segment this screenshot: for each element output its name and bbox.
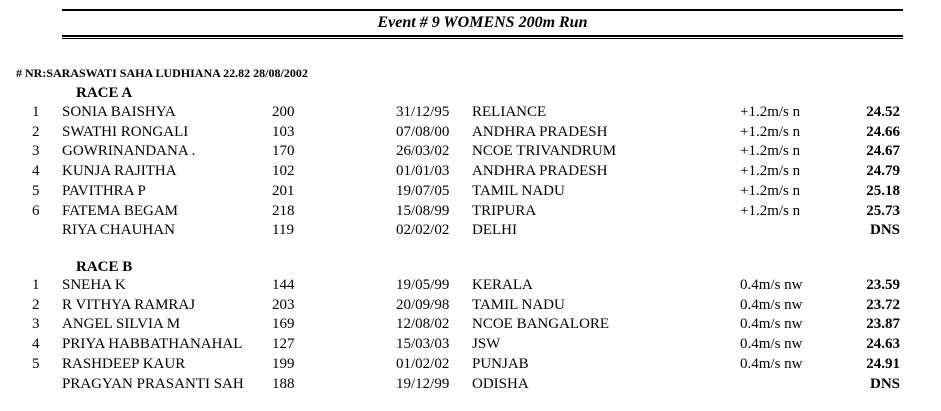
wind: +1.2m/s n: [740, 124, 801, 140]
date-of-birth: 19/07/05: [396, 183, 450, 199]
result-time: 23.72: [866, 297, 900, 313]
result-row: [0, 124, 941, 144]
athlete-name: ANGEL SILVIA M: [62, 316, 181, 332]
result-time: 23.87: [866, 316, 900, 332]
date-of-birth: 15/03/03: [396, 336, 450, 352]
bib-number: 102: [272, 163, 295, 179]
athlete-name: R VITHYA RAMRAJ: [62, 297, 196, 313]
result-row: [0, 316, 941, 336]
date-of-birth: 19/05/99: [396, 277, 450, 293]
team: ANDHRA PRADESH: [472, 163, 608, 179]
bib-number: 119: [272, 222, 294, 238]
wind: +1.2m/s n: [740, 104, 801, 120]
result-row: [0, 277, 941, 297]
date-of-birth: 01/02/02: [396, 356, 450, 372]
wind: +1.2m/s n: [740, 163, 801, 179]
result-time: 24.63: [866, 336, 900, 352]
wind: +1.2m/s n: [740, 183, 801, 199]
bib-number: 127: [272, 336, 295, 352]
date-of-birth: 07/08/00: [396, 124, 450, 140]
athlete-name: GOWRINANDANA .: [62, 143, 196, 159]
position: 2: [32, 297, 40, 313]
team: RELIANCE: [472, 104, 547, 120]
event-title: Event # 9 WOMENS 200m Run: [377, 14, 588, 31]
national-record-line: # NR:SARASWATI SAHA LUDHIANA 22.82 28/08/2002: [16, 66, 308, 80]
position: 3: [32, 316, 40, 332]
team: PUNJAB: [472, 356, 529, 372]
athlete-name: PRIYA HABBATHANAHAL: [62, 336, 243, 352]
header-bottom-rule: [62, 35, 903, 37]
result-time: 24.79: [866, 163, 900, 179]
result-row: [0, 104, 941, 124]
bib-number: 169: [272, 316, 295, 332]
team: KERALA: [472, 277, 533, 293]
position: 1: [32, 277, 40, 293]
result-row: [0, 297, 941, 317]
team: TRIPURA: [472, 203, 537, 219]
team: TAMIL NADU: [472, 297, 565, 313]
wind: 0.4m/s nw: [740, 356, 803, 372]
team: ANDHRA PRADESH: [472, 124, 608, 140]
team: DELHI: [472, 222, 517, 238]
result-time: 24.52: [866, 104, 900, 120]
athlete-name: PAVITHRA P: [62, 183, 146, 199]
athlete-name: KUNJA RAJITHA: [62, 163, 177, 179]
result-time: DNS: [869, 376, 900, 392]
bib-number: 144: [272, 277, 295, 293]
wind: 0.4m/s nw: [740, 336, 803, 352]
team: JSW: [472, 336, 501, 352]
wind: +1.2m/s n: [740, 203, 801, 219]
wind: 0.4m/s nw: [740, 277, 803, 293]
wind: +1.2m/s n: [740, 143, 801, 159]
result-row: [0, 376, 941, 396]
result-row: [0, 356, 941, 376]
date-of-birth: 02/02/02: [396, 222, 450, 238]
athlete-name: PRAGYAN PRASANTI SAH: [62, 376, 244, 392]
position: 3: [32, 143, 40, 159]
result-row: [0, 336, 941, 356]
athlete-name: FATEMA BEGAM: [62, 203, 178, 219]
date-of-birth: 20/09/98: [396, 297, 450, 313]
team: ODISHA: [472, 376, 529, 392]
athlete-name: SONIA BAISHYA: [62, 104, 176, 120]
result-time: 25.18: [866, 183, 900, 199]
bib-number: 201: [272, 183, 295, 199]
result-row: [0, 143, 941, 163]
bib-number: 203: [272, 297, 295, 313]
result-time: 25.73: [866, 203, 900, 219]
wind: 0.4m/s nw: [740, 297, 803, 313]
header-top-rule: [62, 9, 903, 11]
athlete-name: SNEHA K: [62, 277, 126, 293]
bib-number: 170: [272, 143, 295, 159]
bib-number: 188: [272, 376, 295, 392]
date-of-birth: 12/08/02: [396, 316, 450, 332]
race-title: RACE B: [76, 259, 133, 275]
bib-number: 103: [272, 124, 295, 140]
position: 2: [32, 124, 40, 140]
result-time: DNS: [869, 222, 900, 238]
athlete-name: SWATHI RONGALI: [62, 124, 189, 140]
date-of-birth: 15/08/99: [396, 203, 450, 219]
position: 6: [32, 203, 40, 219]
date-of-birth: 19/12/99: [396, 376, 450, 392]
wind: 0.4m/s nw: [740, 316, 803, 332]
bib-number: 200: [272, 104, 295, 120]
result-row: [0, 203, 941, 223]
date-of-birth: 31/12/95: [396, 104, 450, 120]
result-time: 24.66: [866, 124, 900, 140]
team: NCOE BANGALORE: [472, 316, 610, 332]
result-time: 24.91: [866, 356, 900, 372]
race-title: RACE A: [76, 85, 133, 101]
result-row: [0, 183, 941, 203]
position: 5: [32, 183, 40, 199]
bib-number: 218: [272, 203, 295, 219]
position: 1: [32, 104, 40, 120]
date-of-birth: 01/01/03: [396, 163, 450, 179]
position: 4: [32, 163, 40, 179]
result-row: [0, 163, 941, 183]
position: 5: [32, 356, 40, 372]
date-of-birth: 26/03/02: [396, 143, 450, 159]
team: TAMIL NADU: [472, 183, 565, 199]
bib-number: 199: [272, 356, 295, 372]
result-row: [0, 222, 941, 242]
position: 4: [32, 336, 40, 352]
team: NCOE TRIVANDRUM: [472, 143, 617, 159]
athlete-name: RIYA CHAUHAN: [62, 222, 175, 238]
header-bottom-rule-thin: [62, 38, 903, 39]
result-time: 23.59: [866, 277, 900, 293]
athlete-name: RASHDEEP KAUR: [62, 356, 186, 372]
result-time: 24.67: [866, 143, 900, 159]
